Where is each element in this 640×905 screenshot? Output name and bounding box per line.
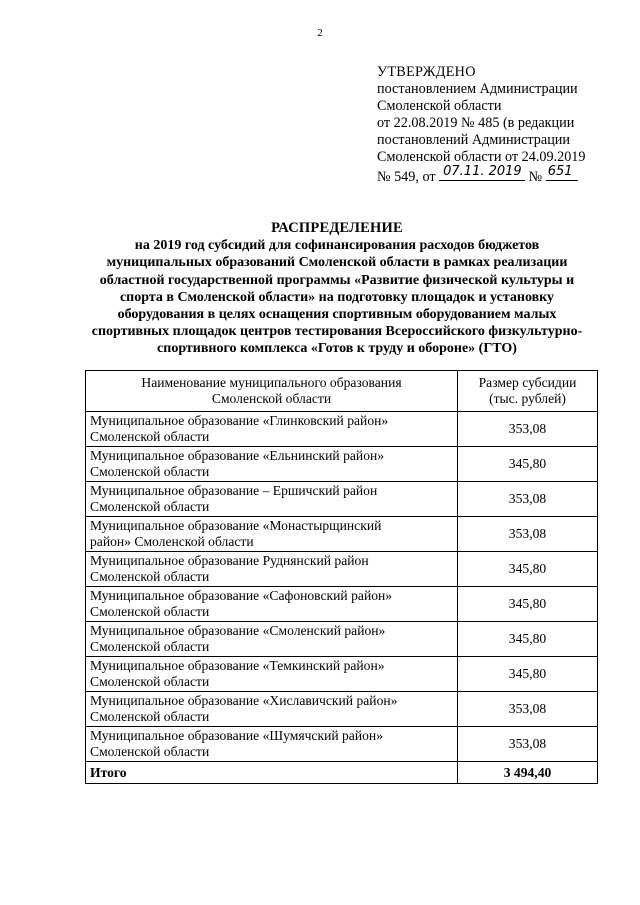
subsidy-amount: 353,08	[458, 482, 598, 517]
approval-last-line	[377, 166, 627, 186]
approval-line: постановлений Администрации	[377, 132, 570, 148]
header-name-line: Наименование муниципального образования	[141, 375, 402, 390]
handwritten-number: 651	[547, 164, 573, 179]
table-row	[86, 447, 598, 482]
subsidies-table	[85, 370, 598, 784]
approval-line: постановлением Администрации	[377, 81, 578, 97]
subsidy-amount: 345,80	[458, 587, 598, 622]
header-name-line: Смоленской области	[211, 391, 332, 406]
approval-title: УТВЕРЖДЕНО	[377, 64, 476, 80]
heading-line: на 2019 год субсидий для софинансирования расходов бюджетов	[134, 238, 540, 254]
municipality-name: Муниципальное образование «Глинковский район» Смоленской области	[86, 412, 458, 447]
table-row	[86, 692, 598, 727]
municipality-name: Муниципальное образование «Ельнинский район» Смоленской области	[86, 447, 458, 482]
total-row	[86, 762, 598, 784]
heading-line: оборудования в целях оснащения спортивным оборудованием малых	[117, 307, 557, 323]
heading-line: спортивного комплекса «Готов к труду и обороне» (ГТО)	[157, 341, 517, 357]
total-amount: 3 494,40	[458, 762, 598, 784]
header-amount	[458, 371, 598, 412]
municipality-name: Муниципальное образование «Монастырщинский район» Смоленской области	[86, 517, 458, 552]
page-number: 2	[317, 27, 323, 39]
table-row	[86, 657, 598, 692]
approval-block	[377, 64, 627, 186]
table-row	[86, 727, 598, 762]
table-row	[86, 412, 598, 447]
header-amount-line: Размер субсидии	[478, 375, 577, 390]
table-header-row	[86, 371, 598, 412]
subsidy-amount: 353,08	[458, 517, 598, 552]
subsidy-amount: 345,80	[458, 552, 598, 587]
subsidy-amount: 345,80	[458, 622, 598, 657]
number-label: №	[528, 169, 543, 185]
table-row	[86, 587, 598, 622]
handwritten-date: 07.11. 2019	[443, 164, 522, 179]
total-label: Итого	[86, 762, 458, 784]
table-row	[86, 517, 598, 552]
number-blank	[546, 166, 578, 181]
document-title: РАСПРЕДЕЛЕНИЕ	[271, 220, 403, 236]
subsidy-amount: 353,08	[458, 727, 598, 762]
heading-line: муниципальных образований Смоленской области в рамках реализации	[106, 255, 568, 271]
municipality-name: Муниципальное образование «Хиславичский район» Смоленской области	[86, 692, 458, 727]
municipality-name: Муниципальное образование – Ершичский район Смоленской области	[86, 482, 458, 517]
municipality-name: Муниципальное образование «Шумячский район» Смоленской области	[86, 727, 458, 762]
table-row	[86, 552, 598, 587]
table-row	[86, 482, 598, 517]
approval-line: Смоленской области	[377, 98, 502, 114]
approval-last-prefix: № 549, от	[377, 169, 436, 185]
document-heading	[70, 220, 604, 358]
header-name	[86, 371, 458, 412]
heading-line: областной государственной программы «Развитие физической культуры и	[99, 272, 575, 288]
approval-line: Смоленской области от 24.09.2019	[377, 149, 586, 165]
approval-line: от 22.08.2019 № 485 (в редакции	[377, 115, 575, 131]
subsidy-amount: 353,08	[458, 412, 598, 447]
subsidy-amount: 353,08	[458, 692, 598, 727]
heading-line: спортивных площадок центров тестирования Всероссийского физкультурно-	[91, 324, 583, 340]
date-blank	[439, 166, 525, 181]
municipality-name: Муниципальное образование «Темкинский район» Смоленской области	[86, 657, 458, 692]
municipality-name: Муниципальное образование Руднянский район Смоленской области	[86, 552, 458, 587]
heading-line: спорта в Смоленской области» на подготовку площадок и установку	[119, 289, 555, 305]
header-amount-line: (тыс. рублей)	[489, 391, 566, 406]
municipality-name: Муниципальное образование «Сафоновский район» Смоленской области	[86, 587, 458, 622]
municipality-name: Муниципальное образование «Смоленский район» Смоленской области	[86, 622, 458, 657]
table-row	[86, 622, 598, 657]
subsidy-amount: 345,80	[458, 657, 598, 692]
subsidy-amount: 345,80	[458, 447, 598, 482]
